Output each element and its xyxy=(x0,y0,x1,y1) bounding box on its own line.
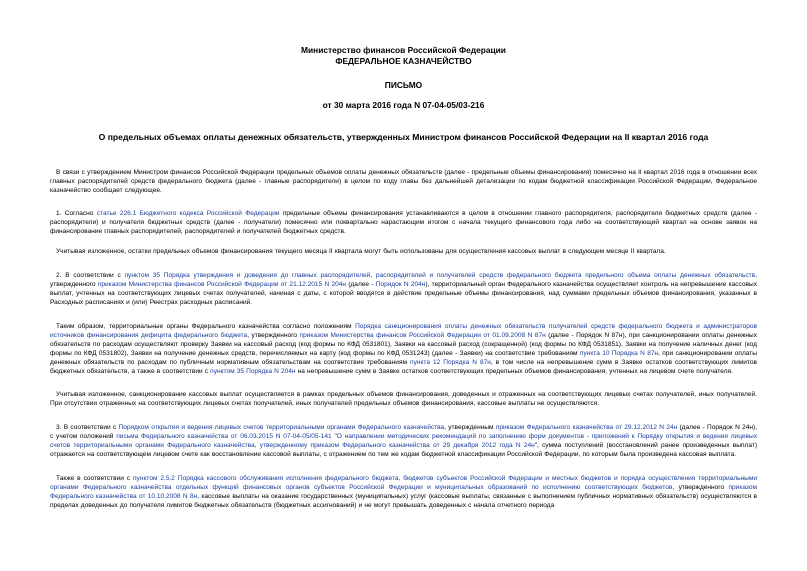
paragraph-text: (далее - Порядок N 24н), с учетом положений xyxy=(50,424,757,441)
link-cash-service-procedure[interactable]: пунктом 2.5.2 Порядка кассового обслуживания исполнения федерального бюджета, бюджетов субъектов Российской Федерации и местных бюджетов и порядка осуществления территориальными органами Федерального казначейства отдельных функций финансовых органов субъектов Российской Федерации и муниципальных образований по исполнению соответствующих бюджетов xyxy=(50,474,757,491)
paragraph-text: 1. Согласно xyxy=(56,209,97,217)
paragraph-2-conclusion xyxy=(50,391,757,409)
paragraph-text: (далее - xyxy=(346,281,376,289)
link-procedure-204n[interactable]: Порядок N 204н xyxy=(375,281,426,289)
link-order-204n[interactable]: приказом Министерства финансов Российской Федерации от 21.12.2015 N 204н xyxy=(97,281,347,289)
ministry-name: Министерство финансов Российской Федерации xyxy=(301,45,506,55)
paragraph-text: на непревышение сумм в Заявке остатков соответствующих предельных объемов финансирования, учтенных на лицевом счете получателя. xyxy=(295,367,733,375)
paragraph-3-detail xyxy=(50,475,757,511)
paragraph-1-note xyxy=(50,248,757,257)
link-order-8n[interactable]: приказом Федерального казначейства от 10.10.2008 N 8н xyxy=(50,483,757,500)
link-methodical-recommendations[interactable]: О направлении методических рекомендаций по заполнению форм документов - приложений к Порядку открытия и ведения лицевых счетов территориальными органами Федерального казначейства, утвержденному приказом Федерального казначейства от 29 декабря 2012 года N 24н xyxy=(50,433,757,450)
paragraph-text: ", сумма поступлений (восстановлений ранее произведенных выплат) отражается на соответствующем лицевом счете как восстановление кассовой выплаты, с отражением по тем же кодам бюджетной классификации Российской Федерации, по которым была произведена кассовая выплата. xyxy=(50,442,757,458)
treasury-name: ФЕДЕРАЛЬНОЕ КАЗНАЧЕЙСТВО xyxy=(335,56,472,66)
link-budget-code-article[interactable]: статье 226.1 Бюджетного кодекса Российской Федерации xyxy=(96,209,280,217)
paragraph-text: , утвержденного xyxy=(247,331,300,339)
link-order-204n-point-35[interactable]: пунктом 35 Порядка утверждения и доведения до главных распорядителей, распорядителей и получателей средств федерального бюджета предельного объема оплаты денежных обязательств xyxy=(124,272,756,280)
link-sanction-procedure[interactable]: Порядка санкционирования оплаты денежных обязательств получателей средств федерального бюджета и администраторов источников финансирования дефицита федерального бюджета xyxy=(50,322,757,339)
paragraph-text: 2. В соответствии с xyxy=(56,272,125,280)
paragraph-text: " xyxy=(331,433,337,441)
paragraph-text: Учитывая изложенное, остатки предельных объемов финансирования текущего месяца II квартала могут быть использованы для осуществления кассовых выплат в следующем месяце II квартала. xyxy=(56,248,666,256)
paragraph-2 xyxy=(50,272,757,308)
link-letter-141[interactable]: письма Федерального казначейства от 06.03.2015 N 07-04-05/05-141 xyxy=(116,433,332,441)
document-title: О предельных объемах оплаты денежных обязательств, утвержденных Министром финансов Российской Федерации на II квартал 2016 года xyxy=(98,132,709,142)
paragraph-text: , утвержденным xyxy=(444,424,496,432)
paragraph-text: предельные объемы финансирования устанавливаются в целом в отношении главного распорядителя, распорядителя бюджетных средств (далее - распорядители) и получателя бюджетных средств (далее - получатели) помесячно или поквартально нарастающим итогом с начала текущего финансового года либо на соответствующий квартал на основе заявок на финансирование главных распорядителей, распорядителей и получателей бюджетных средств. xyxy=(50,209,757,235)
document-type: ПИСЬМО xyxy=(384,80,423,90)
paragraph-3 xyxy=(50,424,757,460)
link-accounts-procedure[interactable]: Порядком открытия и ведения лицевых счетов территориальными органами Федерального казначейства xyxy=(118,424,445,432)
paragraph-text: , кассовые выплаты на оказание государственных (муниципальных) услуг (кассовые выплаты, связанные с выполнением публичных нормативных обязательств) осуществляются в пределах доведенных до получателя лимитов бюджетных обязательств (бюджетных ассигнований) и не могут превышать доведенных с начала отчетного периода xyxy=(50,492,757,509)
paragraph-text: , в том числе на непревышение сумм в Заявке остатков соответствующих лимитов бюджетных обязательств, а также в соответствии с xyxy=(50,358,757,375)
paragraph-text: , утвержденного xyxy=(50,272,757,289)
paragraph-text: В связи с утверждением Министром финансов Российской Федерации предельных объемов оплаты денежных обязательств (далее - предельные объемы финансирования) помесячно на II квартал 2016 года в отношении всех главных распорядителей средств федерального бюджета (далее - главные распорядители) в целом по коду главы без дальнейшей детализации по кодам бюджетной классификации Российской Федерации, Федеральное казначейство сообщает следующее. xyxy=(50,169,757,194)
link-87n-point-10[interactable]: пункта 10 Порядка N 87н xyxy=(579,349,659,357)
link-204n-point-35[interactable]: пунктом 35 Порядка N 204н xyxy=(210,367,296,375)
paragraph-text: 3. В соответствии с xyxy=(56,424,119,432)
paragraph-text: (далее - Порядок N 87н), при санкционировании оплаты денежных обязательств по расходам осуществляют проверку Заявки на кассовый расход (код формы по КФД 0531801), Заявки на кассовый расход (сокращенной) (код формы по КФД 0531851), Заявки на получение наличных денег (код формы по КФД 0531802), Заявки на получение денежных средств, перечисляемых на карту (код формы по КФД 0531243) (далее - Заявки) на соответствие требованиям xyxy=(50,331,758,357)
paragraph-intro xyxy=(50,169,757,196)
paragraph-text: Учитывая изложенное, санкционирование кассовых выплат осуществляется в рамках предельных объемов финансирования, доведенных и отраженных на соответствующих лицевых счетах получателей, иных получателей. При отсутствии отраженных на соответствующих лицевых счетах получателей, иных получателей предельных объемов финансирования, кассовые выплаты не осуществляются. xyxy=(50,391,757,408)
paragraph-text: , утвержденного xyxy=(672,483,729,491)
link-order-87n[interactable]: приказом Министерства финансов Российской Федерации от 01.09.2008 N 87н xyxy=(299,331,546,339)
document-date-number: от 30 марта 2016 года N 07-04-05/03-216 xyxy=(322,100,485,110)
paragraph-1 xyxy=(50,210,757,237)
link-order-24n[interactable]: приказом Федерального казначейства от 29.12.2012 N 24н xyxy=(495,424,678,432)
paragraph-text: , при санкционировании оплаты денежных обязательств по расходам по публичным нормативным обязательствам на соответствие требованиям xyxy=(50,349,757,366)
paragraph-text: ), территориальный орган Федерального казначейства осуществляет контроль на непревышение кассовых выплат, учтенных на соответствующих лицевых счетах получателей, начиная с даты, с которой вводятся в действие предельные объемы финансирования, над суммами предельных объемов финансирования, указанных в Расходных расписаниях и (или) Реестрах расходных расписаний. xyxy=(50,281,758,307)
paragraph-text: Таким образом, территориальные органы Федерального казначейства согласно положениям xyxy=(56,322,356,330)
paragraph-text: Также в соответствии с xyxy=(56,474,134,482)
paragraph-2-detail xyxy=(50,323,757,376)
link-87n-point-12[interactable]: пункта 12 Порядка N 87н xyxy=(410,358,491,366)
